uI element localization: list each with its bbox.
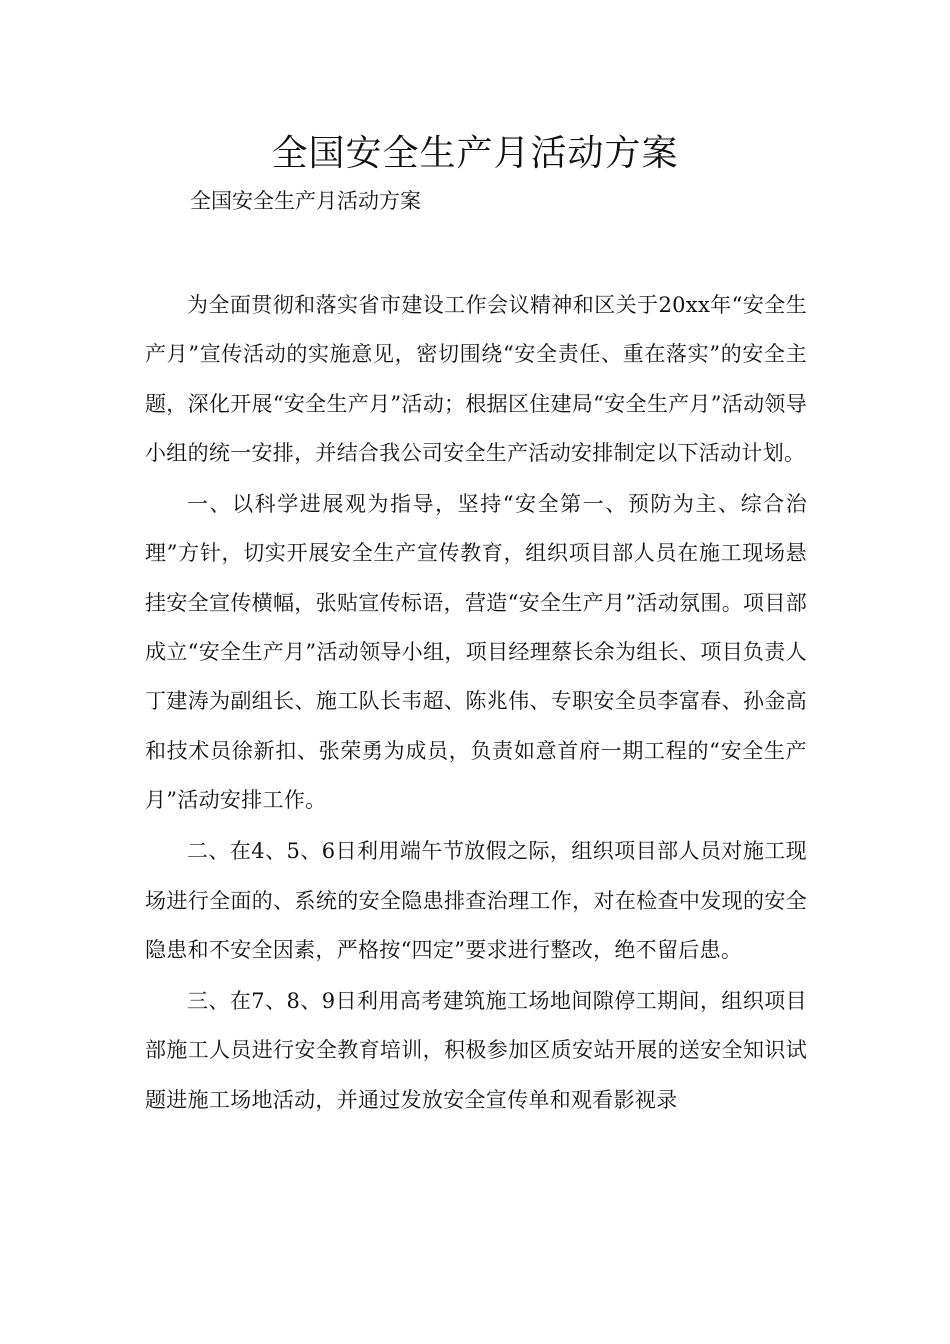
document-title: 全国安全生产月活动方案 <box>271 133 679 174</box>
paragraph-section-1: 一、以科学进展观为指导，坚持“安全第一、预防为主、综合治理”方针，切实开展安全生产宣传教育，组织项目部人员在施工现场悬挂安全宣传横幅，张贴宣传标语，营造“安全生产月”活动氛围。项目部成立“安全生产月”活动领导小组，项目经理蔡长余为组长、项目负责人丁建涛为副组长、施工队长韦超、陈兆伟、专职安全员李富春、孙金高和技术员徐新扣、张荣勇为成员，负责如意首府一期工程的“安全生产月”活动安排工作。 <box>145 492 807 812</box>
paragraph-section-3: 三、在7、8、9日利用高考建筑施工场地间隙停工期间，组织项目部施工人员进行安全教育培训，积极参加区质安站开展的送安全知识试题进施工场地活动，并通过发放安全宣传单和观看影视录 <box>145 989 807 1112</box>
paragraph-intro: 为全面贯彻和落实省市建设工作会议精神和区关于20xx年“安全生产月”宣传活动的实施意见，密切围绕“安全责任、重在落实”的安全主题，深化开展“安全生产月”活动；根据区住建局“安全生产月”活动领导小组的统一安排，并结合我公司安全生产活动安排制定以下活动计划。 <box>145 293 807 465</box>
document-body <box>145 281 807 1127</box>
paragraph-section-2: 二、在4、5、6日利用端午节放假之际，组织项目部人员对施工现场进行全面的、系统的安全隐患排查治理工作，对在检查中发现的安全隐患和不安全因素，严格按“四定”要求进行整改，绝不留后患。 <box>145 839 807 962</box>
document-subtitle: 全国安全生产月活动方案 <box>190 189 421 213</box>
